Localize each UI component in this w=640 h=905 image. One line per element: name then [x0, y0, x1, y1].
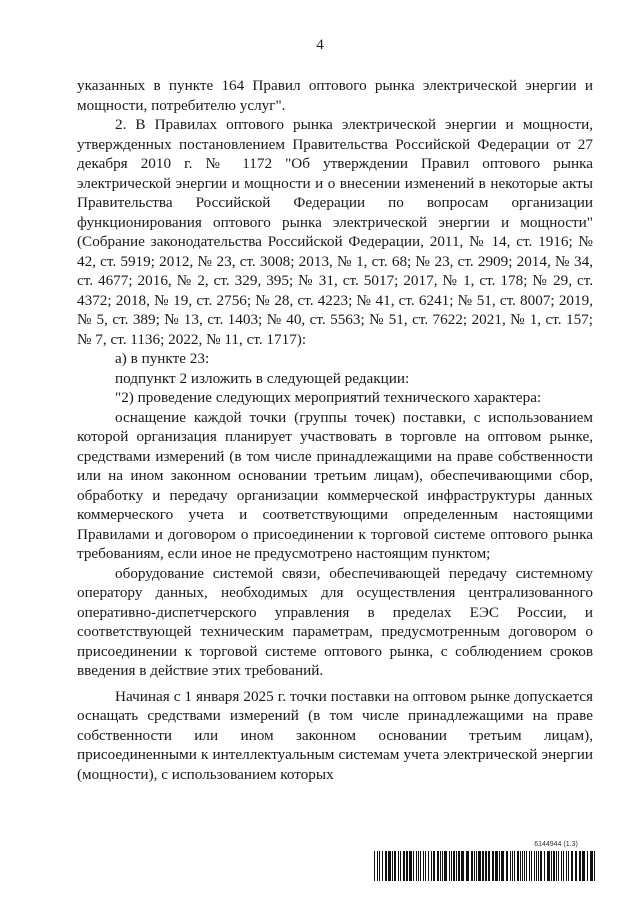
page-number: 4 [316, 37, 324, 53]
document-body [77, 76, 593, 784]
paragraph: указанных в пункте 164 Правил оптового рынка электрической энергии и мощности, потребителю услуг". [77, 77, 593, 114]
barcode-image [374, 851, 596, 881]
paragraph: "2) проведение следующих мероприятий технического характера: [115, 389, 542, 406]
paragraph: оснащение каждой точки (группы точек) поставки, с использованием которой организация планирует участвовать в торговле на оптовом рынке, средствами измерений (в том числе принадлежащими на праве собственности или на ином законном основании третьим лицам), обеспечивающими сбор, обработку и передачу организации коммерческой инфраструктуры данных коммерческого учета и соответствующими определенным настоящими Правилами и договором о присоединении к торговой системе оптового рынка требованиям, если иное не предусмотрено настоящим пунктом; [77, 408, 593, 562]
paragraph: Начиная с 1 января 2025 г. точки поставки на оптовом рынке допускается оснащать средствами измерений (в том числе принадлежащими на праве собственности или ином законном основании третьим лицам), присоединенными к интеллектуальным системам учета электрической энергии (мощности), с использованием которых [77, 687, 593, 783]
paragraph: подпункт 2 изложить в следующей редакции: [115, 369, 410, 387]
paragraph: а) в пункте 23: [115, 350, 210, 367]
paragraph: оборудование системой связи, обеспечивающей передачу системному оператору данных, необходимых для осуществления централизованного оперативно-диспетчерского управления в пределах ЕЭС России, и соответствующей техническим параметрам, предусмотренным договором о присоединении к торговой системе оптового рынка, с соблюдением сроков введения в действие этих требований. [77, 564, 593, 679]
paragraph: 2. В Правилах оптового рынка электрической энергии и мощности, утвержденных постановлением Правительства Российской Федерации от 27 декабря 2010 г. № 1172 "Об утверждении Правил оптового рынка электрической энергии и мощности и о внесении изменений в некоторые акты Правительства Российской Федерации по вопросам организации функционирования оптового рынка электрической энергии и мощности" (Собрание законодательства Российской Федерации, 2011, № 14, ст. 1916; № 42, ст. 5919; 2012, № 23, ст. 3008; 2013, № 1, ст. 68; № 23, ст. 2909; 2014, № 34, ст. 4677; 2016, № 2, ст. 329, 395; № 31, ст. 5017; 2017, № 1, ст. 178; № 29, ст. 4372; 2018, № 19, ст. 2756; № 28, ст. 4223; № 41, ст. 6241; № 51, ст. 8007; 2019, № 5, ст. 389; № 13, ст. 1403; № 40, ст. 5563; № 51, ст. 7622; 2021, № 1, ст. 157; № 7, ст. 1136; 2022, № 11, ст. 1717): [77, 116, 593, 348]
document-code: 6144944 (1.3) [534, 841, 578, 848]
